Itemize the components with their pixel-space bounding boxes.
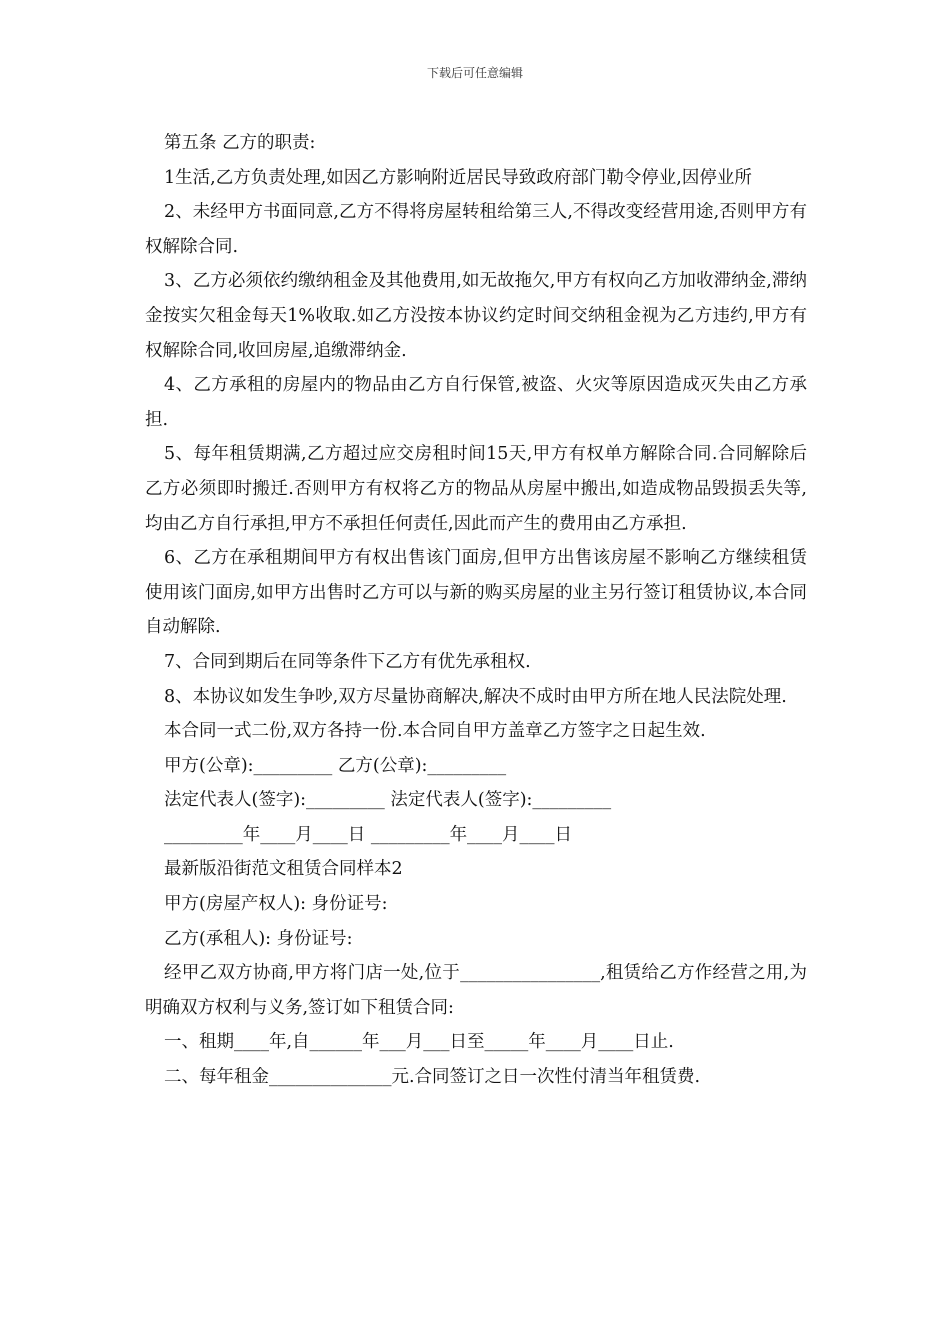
clause-4: 4、乙方承租的房屋内的物品由乙方自行保管,被盗、火灾等原因造成灭失由乙方承担.: [145, 375, 807, 430]
seal-line: 甲方(公章):_________ 乙方(公章):_________: [164, 755, 507, 776]
date-line: _________年____月____日 _________年____月____日: [164, 824, 573, 845]
clause-5: 5、每年租赁期满,乙方超过应交房租时间15天,甲方有权单方解除合同.合同解除后乙方必须即时搬迁.否则甲方有权将乙方的物品从房屋中搬出,如造成物品毁损丢失等,均由乙方自行承担,甲方不承担任何责任,因此而产生的费用由乙方承担.: [145, 444, 807, 534]
clause-6: 6、乙方在承租期间甲方有权出售该门面房,但甲方出售该房屋不影响乙方继续租赁使用该门面房,如甲方出售时乙方可以与新的购买房屋的业主另行签订租赁协议,本合同自动解除.: [145, 548, 807, 638]
party-b-line: 乙方(承租人): 身份证号:: [164, 928, 353, 949]
document-body: [145, 126, 807, 1095]
rent-clause: 二、每年租金______________元.合同签订之日一次性付清当年租赁费.: [164, 1067, 701, 1088]
clause-2: 2、未经甲方书面同意,乙方不得将房屋转租给第三人,不得改变经营用途,否则甲方有权解除合同.: [145, 202, 807, 257]
signature-line: 法定代表人(签字):_________ 法定代表人(签字):_________: [164, 790, 612, 811]
party-a-line: 甲方(房屋产权人): 身份证号:: [164, 894, 388, 915]
clause-8: 8、本协议如发生争吵,双方尽量协商解决,解决不成时由甲方所在地人民法院处理.: [164, 686, 787, 707]
term-clause: 一、租期____年,自______年___月___日至_____年____月____日止.: [164, 1032, 674, 1053]
clause-1: 1生活,乙方负责处理,如因乙方影响附近居民导致政府部门勒令停业,因停业所: [164, 167, 752, 188]
preamble: 经甲乙双方协商,甲方将门店一处,位于________________,租赁给乙方作经营之用,为明确双方权利与义务,签订如下租赁合同:: [145, 963, 807, 1018]
page-header: 下载后可任意编辑: [426, 66, 523, 80]
sample-title: 最新版沿街范文租赁合同样本2: [164, 859, 403, 880]
effective-statement: 本合同一式二份,双方各持一份.本合同自甲方盖章乙方签字之日起生效.: [164, 721, 706, 742]
section-title: 第五条 乙方的职责:: [164, 133, 316, 153]
clause-3: 3、乙方必须依约缴纳租金及其他费用,如无故拖欠,甲方有权向乙方加收滞纳金,滞纳金按实欠租金每天1%收取.如乙方没按本协议约定时间交纳租金视为乙方违约,甲方有权解除合同,收回房屋,追缴滞纳金.: [145, 271, 807, 361]
clause-7: 7、合同到期后在同等条件下乙方有优先承租权.: [164, 651, 531, 672]
